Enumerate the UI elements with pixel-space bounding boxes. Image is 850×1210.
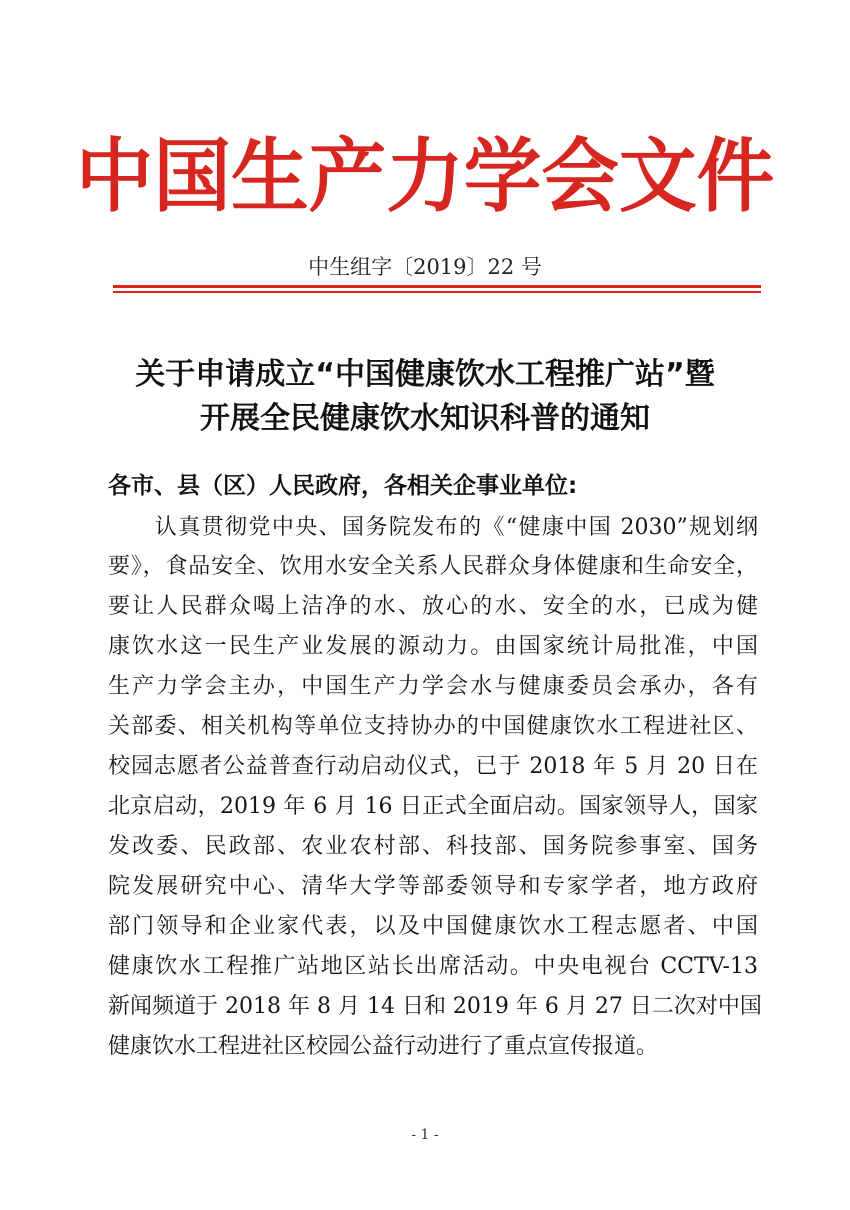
body-line: 新闻频道于 2018 年 8 月 14 日和 2019 年 6 月 27 日二次对中国 <box>108 994 762 1019</box>
body-line-last: 健康饮水工程进社区校园公益行动进行了重点宣传报道。 <box>108 1034 659 1059</box>
body-line: 校园志愿者公益普查行动启动仪式，已于 2018 年 5 月 20 日在 <box>108 754 758 779</box>
header-red-rule-thin <box>113 291 761 293</box>
notice-title-line-2: 开展全民健康饮水知识科普的通知 <box>200 401 650 436</box>
notice-title-line-1: 关于申请成立“中国健康饮水工程推广站”暨 <box>135 357 715 392</box>
body-line: 北京启动，2019 年 6 月 16 日正式全面启动。国家领导人，国家 <box>108 794 758 819</box>
body-line: 认真贯彻党中央、国务院发布的《“健康中国 2030”规划纲 <box>108 515 758 540</box>
body-line: 康饮水这一民生产业发展的源动力。由国家统计局批准，中国 <box>108 634 758 659</box>
header-red-rule <box>113 285 761 288</box>
document-number: 中生组字〔2019〕22 号 <box>308 255 542 279</box>
body-line: 发改委、民政部、农业农村部、科技部、国务院参事室、国务 <box>108 834 758 859</box>
body-line: 要》，食品安全、饮用水安全关系人民群众身体健康和生命安全， <box>108 554 758 579</box>
body-line: 健康饮水工程推广站地区站长出席活动。中央电视台 CCTV-13 <box>108 954 758 979</box>
body-line: 关部委、相关机构等单位支持协办的中国健康饮水工程进社区、 <box>108 714 758 739</box>
body-line: 要让人民群众喝上洁净的水、放心的水、安全的水，已成为健 <box>108 594 758 619</box>
body-line: 生产力学会主办，中国生产力学会水与健康委员会承办，各有 <box>108 674 758 699</box>
salutation: 各市、县（区）人民政府，各相关企事业单位: <box>108 473 578 499</box>
document-header-title: 中国生产力学会文件 <box>75 129 775 223</box>
body-line: 院发展研究中心、清华大学等部委领导和专家学者，地方政府 <box>108 874 758 899</box>
page-number: - 1 - <box>411 1127 439 1143</box>
body-line: 部门领导和企业家代表，以及中国健康饮水工程志愿者、中国 <box>108 914 758 939</box>
